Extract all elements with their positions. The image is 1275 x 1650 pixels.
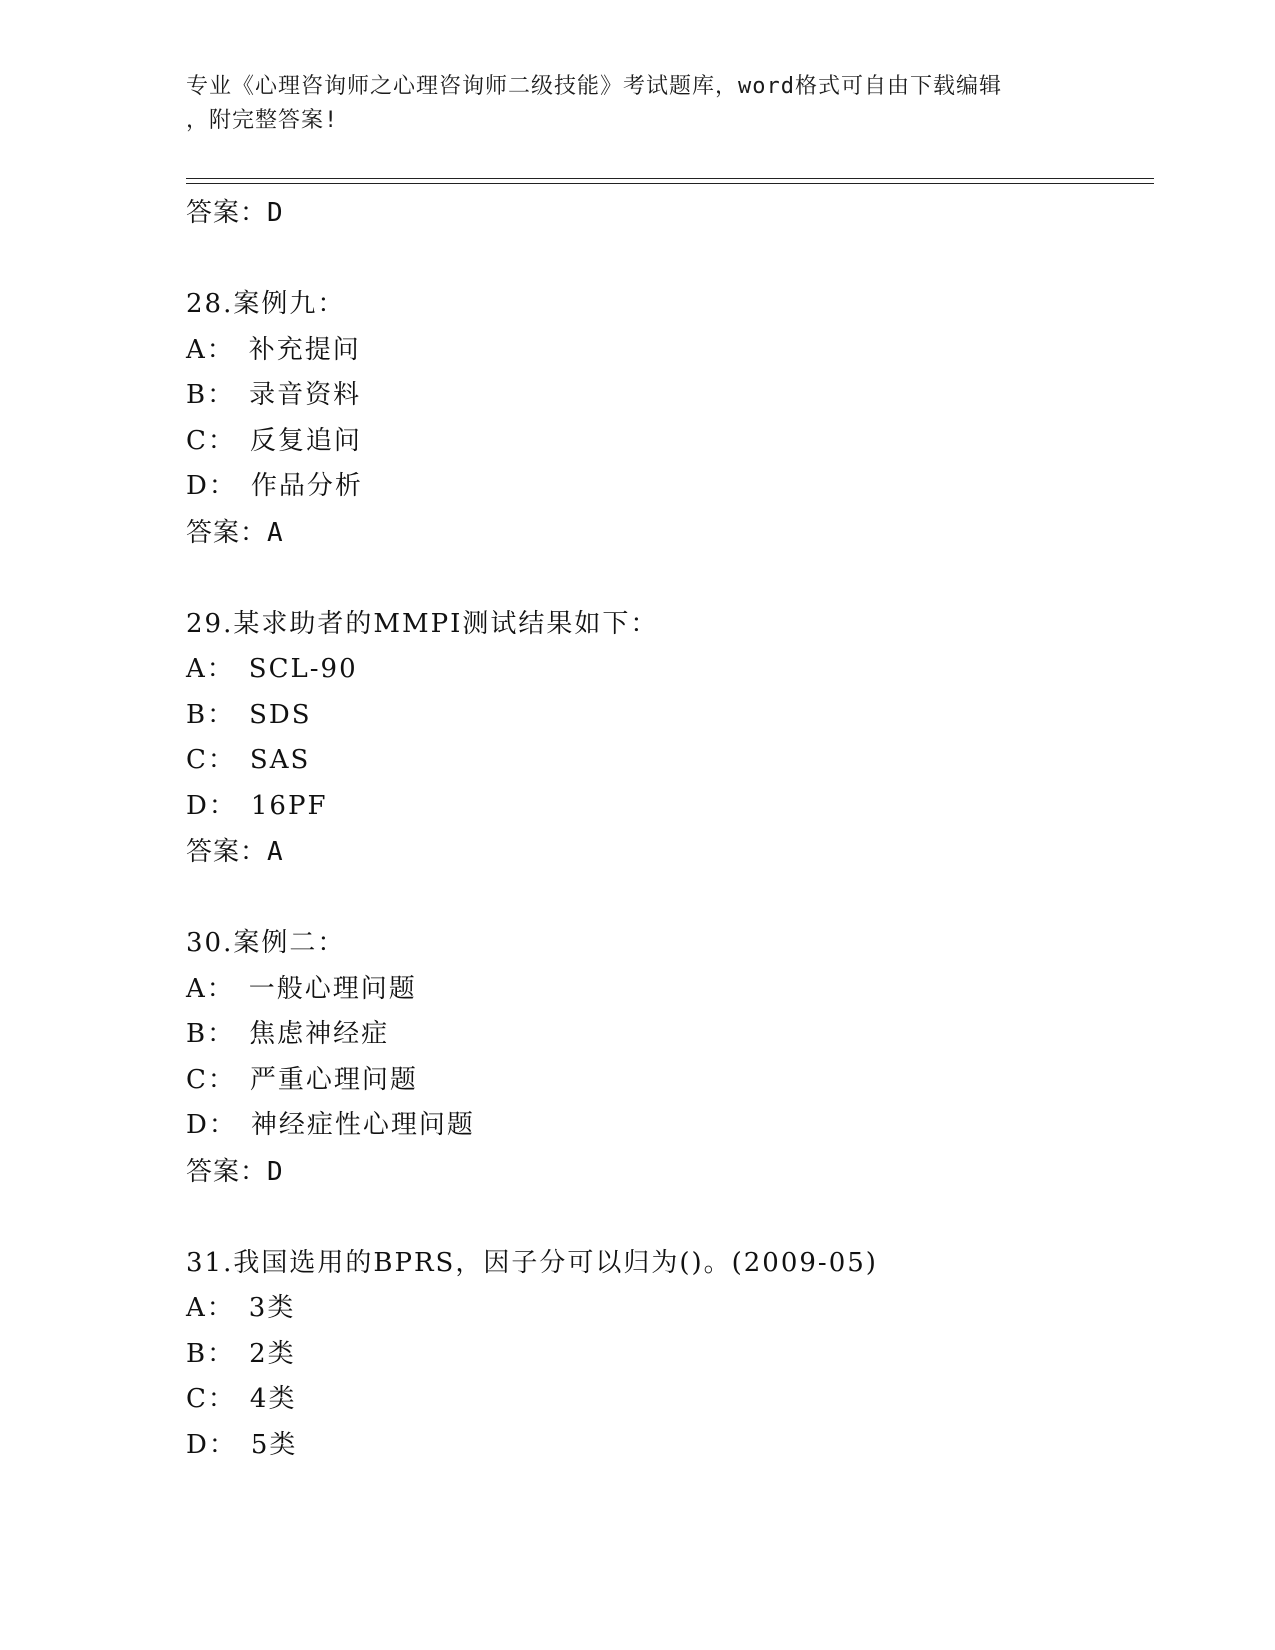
option-text: 4类 — [249, 1384, 297, 1414]
option-key: D： — [186, 1110, 237, 1140]
option-text: 2类 — [249, 1338, 296, 1369]
header-title-line-1: 专业《心理咨询师之心理咨询师二级技能》考试题库，word格式可自由下载编辑 — [186, 74, 1002, 99]
header-divider-top — [186, 178, 1154, 179]
option-key: C： — [186, 1384, 236, 1414]
option-text: SAS — [249, 745, 311, 775]
question-stem: 30.案例二： — [186, 928, 346, 958]
question-block — [186, 282, 1146, 556]
option-key: D： — [186, 1429, 237, 1460]
option-text: 补充提问 — [248, 334, 361, 365]
option-key: C： — [186, 745, 236, 775]
option-text: SCL-90 — [248, 654, 358, 684]
question-block — [186, 1241, 1146, 1469]
option-text: SDS — [249, 699, 312, 730]
header-title-line-2: ，附完整答案! — [186, 108, 339, 133]
question-stem: 28.案例九： — [186, 289, 346, 319]
option-text: 焦虑神经症 — [249, 1019, 390, 1049]
question-list — [186, 190, 1146, 1468]
option-row — [186, 1103, 1146, 1149]
option-text: 反复追问 — [249, 425, 362, 456]
option-key: B： — [186, 1338, 236, 1369]
question-block — [186, 602, 1146, 876]
option-text: 5类 — [250, 1429, 298, 1460]
option-text: 一般心理问题 — [248, 973, 417, 1004]
answer-line: 答案：A — [186, 517, 284, 548]
option-key: C： — [186, 425, 236, 456]
option-row — [186, 738, 1146, 784]
option-row — [186, 1377, 1146, 1423]
answer-line: 答案：D — [186, 198, 284, 228]
option-row — [186, 1012, 1146, 1058]
option-row — [186, 967, 1146, 1013]
option-key: D： — [186, 471, 237, 501]
option-row — [186, 1058, 1146, 1104]
header-divider-bottom — [186, 183, 1154, 184]
option-text: 作品分析 — [250, 471, 363, 501]
option-row — [186, 647, 1146, 693]
option-key: B： — [186, 1019, 236, 1049]
option-key: A： — [186, 334, 235, 365]
option-row — [186, 784, 1146, 830]
option-text: 严重心理问题 — [249, 1064, 418, 1095]
option-row — [186, 328, 1146, 374]
option-key: A： — [186, 1293, 235, 1323]
option-key: A： — [186, 654, 235, 684]
option-row — [186, 464, 1146, 510]
option-row — [186, 1423, 1146, 1469]
option-row — [186, 1286, 1146, 1332]
question-stem: 31.我国选用的BPRS，因子分可以归为()。(2009-05) — [186, 1247, 878, 1278]
option-row — [186, 373, 1146, 419]
answer-line: 答案：A — [186, 837, 284, 867]
option-key: A： — [186, 973, 235, 1004]
option-key: B： — [186, 380, 236, 410]
option-row — [186, 1332, 1146, 1378]
option-row — [186, 693, 1146, 739]
option-text: 3类 — [248, 1293, 296, 1323]
option-key: B： — [186, 699, 236, 730]
option-text: 神经症性心理问题 — [250, 1110, 475, 1140]
question-stem: 29.某求助者的MMPI测试结果如下： — [186, 608, 659, 639]
document-header — [186, 70, 1066, 138]
option-text: 16PF — [250, 790, 328, 821]
option-key: D： — [186, 790, 237, 821]
question-block — [186, 921, 1146, 1195]
option-text: 录音资料 — [249, 380, 362, 410]
option-row — [186, 419, 1146, 465]
answer-line: 答案：D — [186, 1156, 284, 1187]
option-key: C： — [186, 1064, 236, 1095]
